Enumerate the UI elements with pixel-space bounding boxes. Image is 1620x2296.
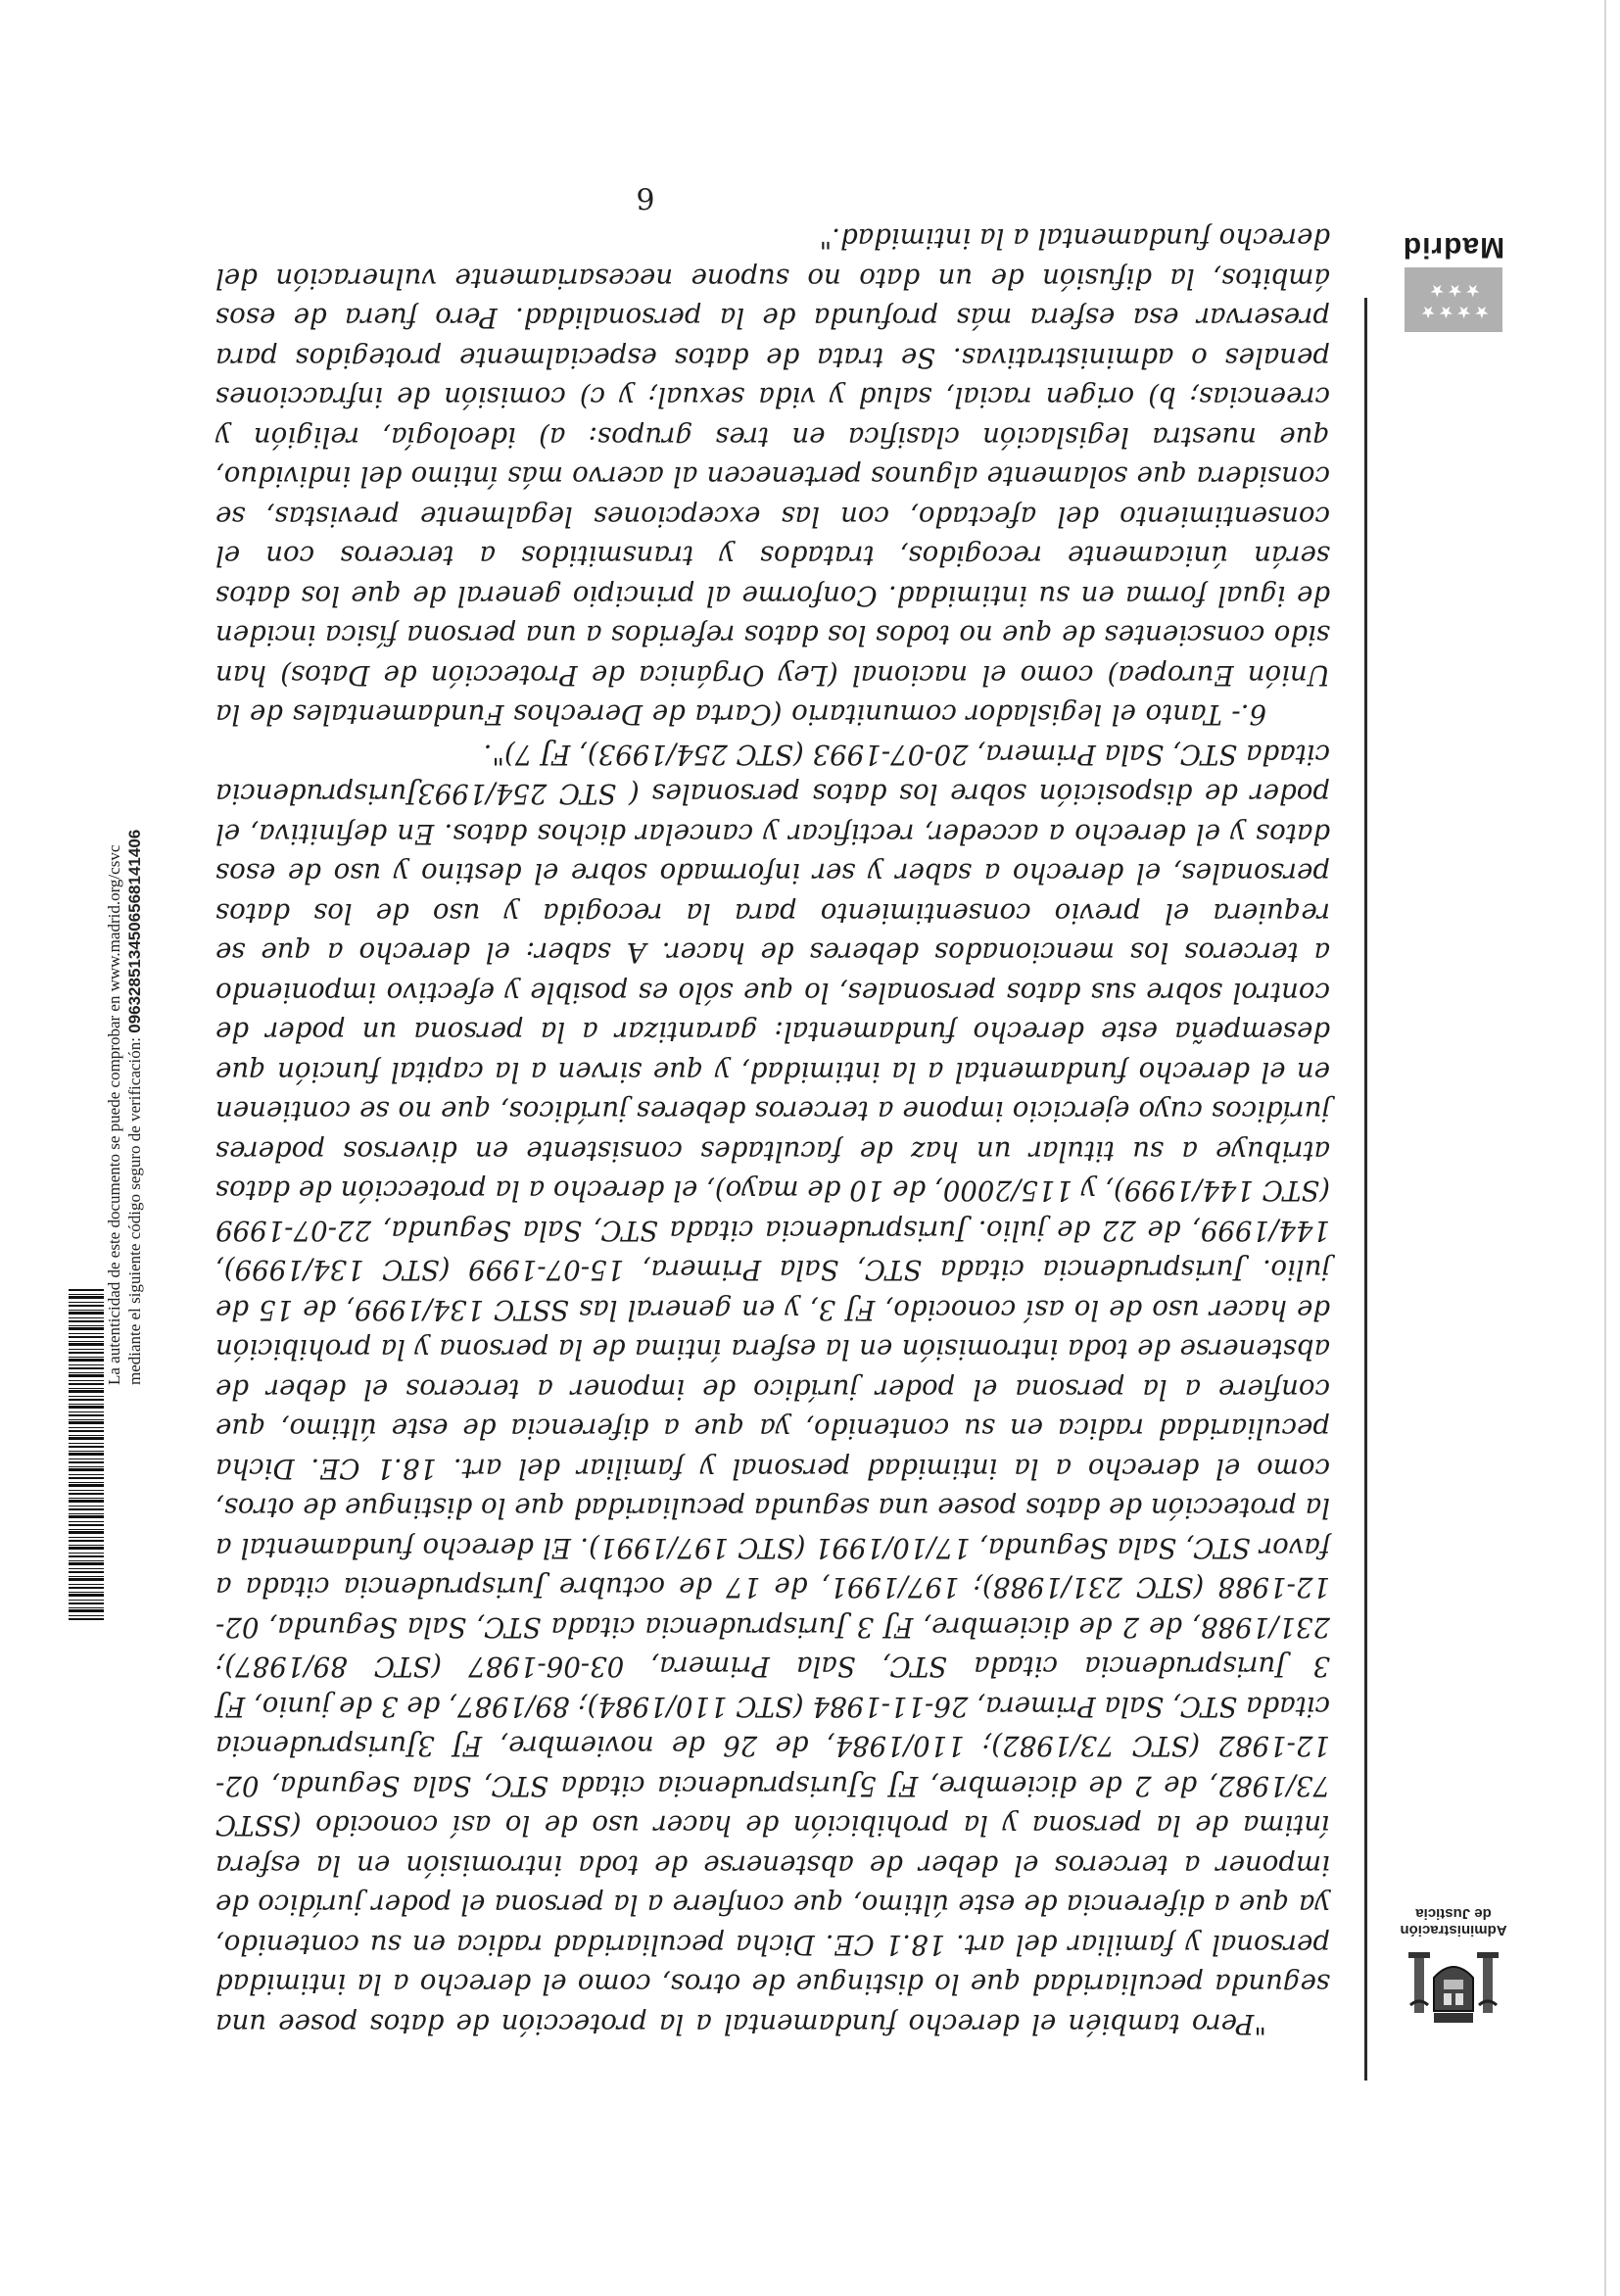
admin-line-2: de Justicia [1415, 1905, 1492, 1922]
document-body [215, 218, 1330, 2043]
verification-strip [65, 611, 163, 1620]
coat-of-arms-icon [1405, 1946, 1502, 2027]
madrid-flag-icon [1405, 267, 1502, 332]
verification-code: 0963285134506568141406 [125, 829, 144, 1033]
administracion-justicia-logo [1385, 1905, 1522, 2027]
barcode-icon [69, 1287, 104, 1620]
madrid-label: Madrid [1402, 231, 1505, 263]
margin-divider [1364, 298, 1367, 2081]
madrid-stars: ★★★★ ★★★ [1417, 280, 1490, 321]
paragraph-six: 6.- Tanto el legislador comunitario (Carta de Derechos Fundamentales de la Unión Europea) como el nacional (Ley Orgánica de Protección de Datos) han sido conscientes de que no todos los datos referidos a una persona física inciden de igual forma en su intimidad. Conforme al principio general de que los datos serán únicamente recogidos, tratados y transmitidos a terceros con el consentimiento del afectado, con las excepciones legalmente previstas, se considera que solamente algunos pertenecen al acervo más íntimo del individuo, que nuestra legislación clasifica en tres grupos: a) ideología, religión y creencias; b) origen racial, salud y vida sexual; y c) comisión de infracciones penales o administrativas. Se trata de datos especialmente protegidos para preservar esa esfera más profunda de la personalidad. Pero fuera de esos ámbitos, la difusión de un dato no supone necesariamente vulneración del derecho fundamental a la intimidad." [215, 222, 1330, 732]
quote-paragraph: "Pero también el derecho fundamental a la protección de datos posee una segunda peculiaridad que lo distingue de otros, como el derecho a la intimidad personal y familiar del art. 18.1 CE. Dicha peculiaridad radica en su contenido, ya que a diferencia de este último, que confiere a la persona el poder jurídico de imponer a terceros el deber de abstenerse de toda intromisión en la esfera íntima de la persona y la prohibición de hacer uso de lo así conocido (SSTC 73/1982, de 2 de diciembre, FJ 5Jurisprudencia citada STC, Sala Segunda, 02-12-1982 (STC 73/1982); 110/1984, de 26 de noviembre, FJ 3Jurisprudencia citada STC, Sala Primera, 26-11-1984 (STC 110/1984); 89/1987, de 3 de junio, FJ 3 Jurisprudencia citada STC, Sala Primera, 03-06-1987 (STC 89/1987); 231/1988, de 2 de diciembre, FJ 3 Jurisprudencia citada STC, Sala Segunda, 02-12-1988 (STC 231/1988); 197/1991, de 17 de octubre Jurisprudencia citada a favor STC, Sala Segunda, 17/10/1991 (STC 197/1991). El derecho fundamental a la protección de datos posee una segunda peculiaridad que lo distingue de otros, como el derecho a la intimidad personal y familiar del art. 18.1 CE. Dicha peculiaridad radica en su contenido, ya que a diferencia de este último, que confiere a la persona el poder jurídico de imponer a terceros el deber de abstenerse de toda intromisión en la esfera íntima de la persona y la prohibición de hacer uso de lo así conocido, FJ 3, y en general las SSTC 134/1999, de 15 de julio. Jurisprudencia citada STC, Sala Primera, 15-07-1999 (STC 134/1999), 144/1999, de 22 de julio. Jurisprudencia citada STC, Sala Segunda, 22-07-1999 (STC 144/1999), y 115/2000, de 10 de mayo), el derecho a la protección de datos atribuye a su titular un haz de facultades consistente en diversos poderes jurídicos cuyo ejercicio impone a terceros deberes jurídicos, que no se contienen en el derecho fundamental a la intimidad, y que sirven a la capital función que desempeña este derecho fundamental: garantizar a la persona un poder de control sobre sus datos personales, lo que sólo es posible y efectivo imponiendo a terceros los mencionados deberes de hacer. A saber: el derecho a que se requiera el previo consentimiento para la recogida y uso de los datos personales, el derecho a saber y ser informado sobre el destino y uso de esos datos y el derecho a acceder, rectificar y cancelar dichos datos. En definitiva, el poder de disposición sobre los datos personales ( STC 254/1993Jurisprudencia citada STC, Sala Primera, 20-07-1993 (STC 254/1993), FJ 7)". [215, 739, 1330, 2040]
verification-line-1: La autenticidad de este documento se puede comprobar en www.madrid.org/csvc [105, 844, 123, 1385]
comunidad-madrid-logo [1385, 230, 1522, 332]
page-number: 6 [636, 180, 655, 215]
verification-text [104, 503, 163, 1385]
admin-line-1: Administración [1400, 1922, 1507, 1938]
verification-prefix: mediante el siguiente código seguro de verificación: [125, 1037, 144, 1385]
verification-line-2 [124, 503, 145, 1385]
